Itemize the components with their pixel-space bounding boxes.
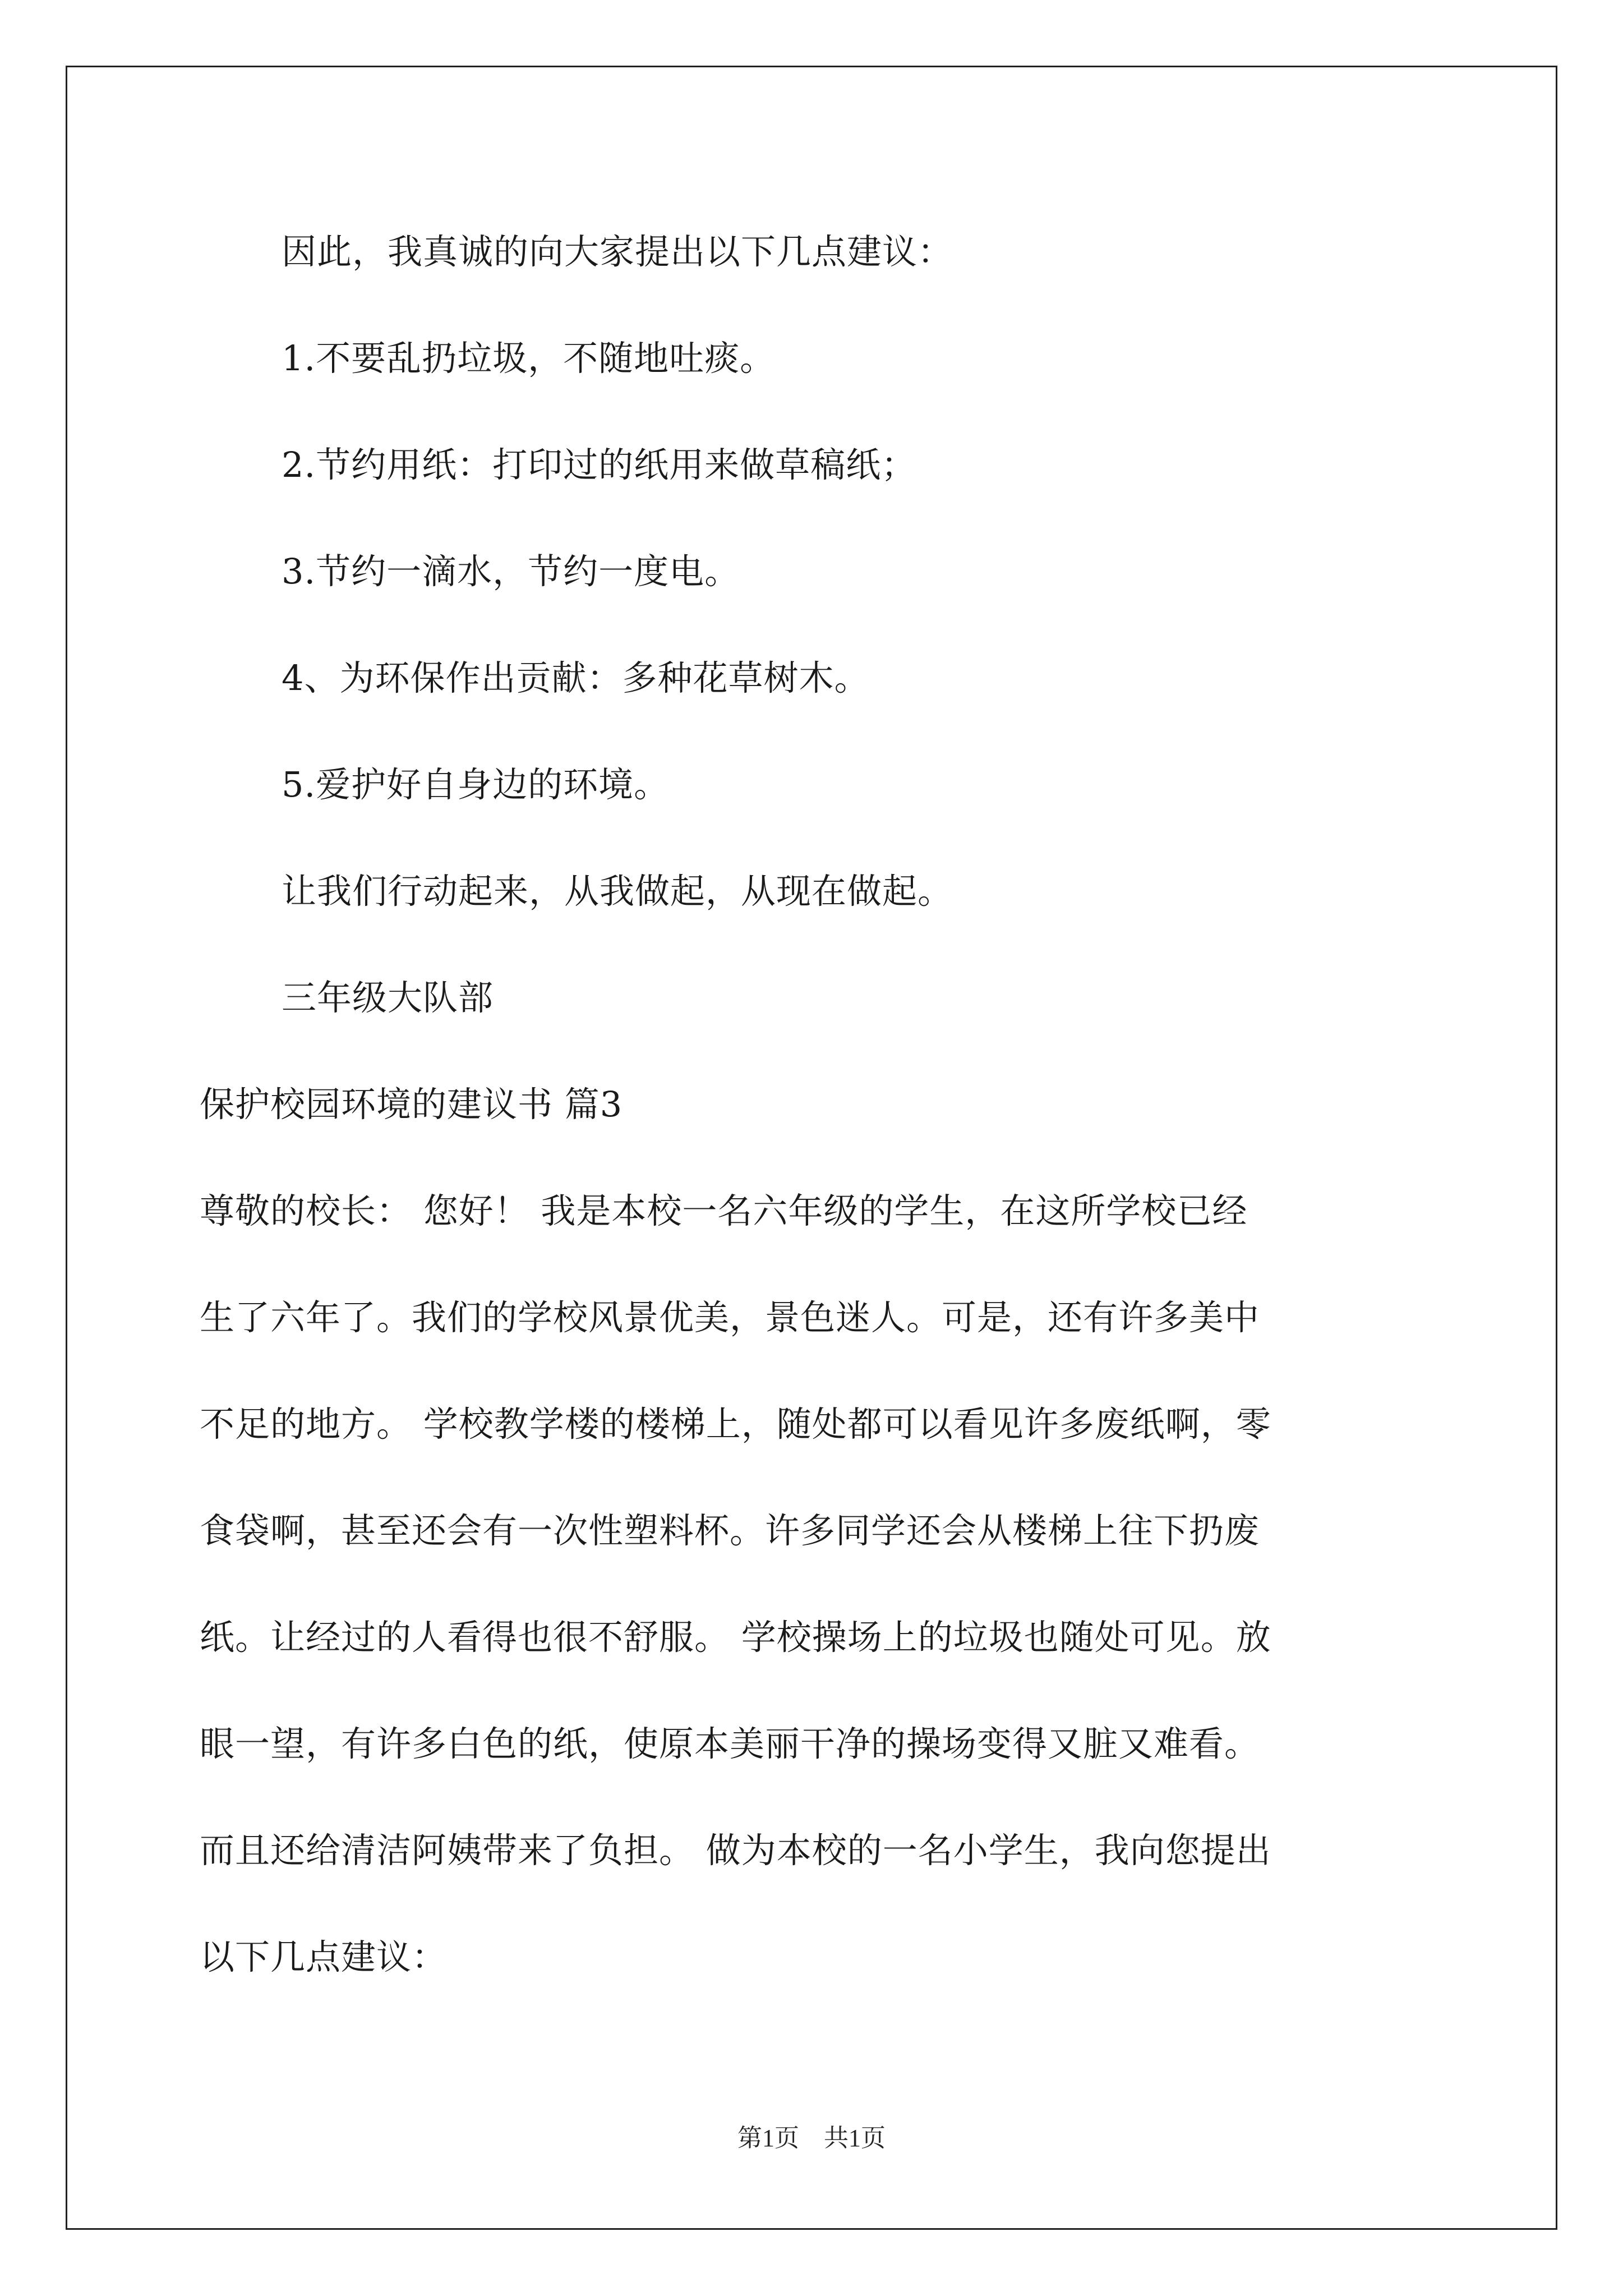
letter-line: 而且还给清洁阿姨带来了负担。 做为本校的一名小学生，我向您提出 bbox=[200, 1830, 1271, 1871]
letter-line: 不足的地方。 学校教学楼的楼梯上，随处都可以看见许多废纸啊，零 bbox=[200, 1404, 1271, 1444]
page-border bbox=[66, 66, 1557, 2230]
letter-line: 尊敬的校长： 您好！ 我是本校一名六年级的学生，在这所学校已经 bbox=[200, 1190, 1248, 1231]
suggestion-2: 2.节约用纸：打印过的纸用来做草稿纸； bbox=[282, 444, 917, 485]
letter-line: 纸。让经过的人看得也很不舒服。 学校操场上的垃圾也随处可见。放 bbox=[200, 1617, 1271, 1658]
suggestion-3: 3.节约一滴水，节约一度电。 bbox=[282, 551, 740, 592]
letter-line: 食袋啊，甚至还会有一次性塑料杯。许多同学还会从楼梯上往下扔废 bbox=[200, 1510, 1260, 1551]
letter-line: 以下几点建议： bbox=[200, 1936, 448, 1977]
signature: 三年级大队部 bbox=[282, 977, 494, 1018]
section-title: 保护校园环境的建议书 篇3 bbox=[200, 1084, 623, 1125]
suggestion-5: 5.爱护好自身边的环境。 bbox=[282, 764, 670, 805]
suggestion-4: 4、为环保作出贡献：多种花草树木。 bbox=[282, 657, 870, 698]
page-number: 第1页 共1页 bbox=[737, 2124, 886, 2152]
letter-line: 眼一望，有许多白色的纸，使原本美丽干净的操场变得又脏又难看。 bbox=[200, 1723, 1260, 1764]
call-to-action: 让我们行动起来，从我做起，从现在做起。 bbox=[282, 871, 953, 912]
list-intro: 因此，我真诚的向大家提出以下几点建议： bbox=[282, 231, 953, 272]
letter-line: 生了六年了。我们的学校风景优美，景色迷人。可是，还有许多美中 bbox=[200, 1297, 1260, 1338]
suggestion-1: 1.不要乱扔垃圾，不随地吐痰。 bbox=[282, 338, 776, 379]
